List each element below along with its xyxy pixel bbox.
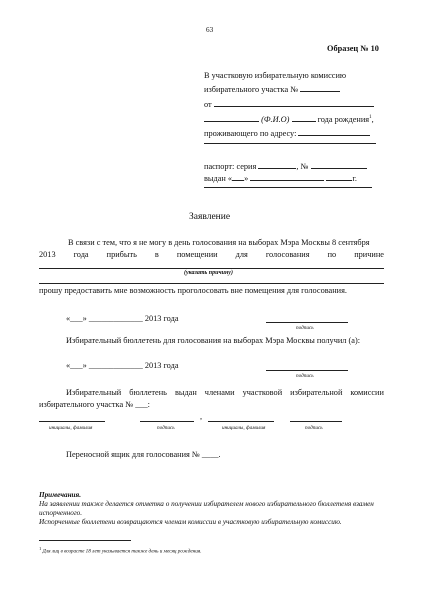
- issued-day-blank: [232, 172, 244, 181]
- para1-word: года: [73, 250, 89, 259]
- portable-box: Переносной ящик для голосования № ____.: [66, 450, 221, 459]
- para1-word: 2013: [39, 250, 56, 259]
- passport-row: [204, 160, 367, 172]
- sample-title: Образец № 10: [327, 44, 379, 53]
- footnote: [39, 546, 202, 555]
- address-line-2: [204, 143, 376, 144]
- reason-hint: (указать причину): [184, 270, 233, 276]
- passport-series-label: паспорт: серия: [204, 162, 257, 171]
- note-line-2: испорченного.: [39, 509, 83, 517]
- member1-name-hint: инициалы, фамилия: [49, 425, 93, 431]
- request-line: прошу предоставить мне возможность проголосовать вне помещения для голосования.: [39, 286, 347, 295]
- member1-sign-hint: подпись: [157, 425, 175, 431]
- issued-prefix: выдан «: [204, 174, 233, 183]
- precinct-label: избирательного участка №: [204, 85, 299, 94]
- footnote-separator: [39, 540, 131, 541]
- member-comma: ,: [200, 412, 203, 421]
- address-label: проживающего по адресу:: [204, 129, 297, 138]
- signature-line-1: [266, 322, 348, 323]
- para1-word: для: [235, 250, 248, 259]
- precinct-number-blank: [300, 83, 340, 92]
- reason-line: [39, 268, 384, 269]
- para1-word: голосования: [265, 250, 310, 259]
- note-title: Примечания.: [39, 491, 82, 499]
- member2-name-hint: инициалы, фамилия: [222, 425, 266, 431]
- issued-word: комиссии: [350, 388, 384, 397]
- issued-month-blank: [250, 172, 324, 181]
- date-1: «___» _____________ 2013 года: [66, 314, 179, 323]
- signature-hint-1: подпись: [296, 325, 314, 331]
- issued-word: бюллетень: [129, 388, 167, 397]
- footnote-mark: 1: [39, 546, 42, 551]
- para1-word: причине: [354, 250, 384, 259]
- para1-line2: [39, 250, 384, 260]
- note-line-1: На заявлении также делается отметка о получении избирателем нового избирательного бюллетеня взамен: [39, 500, 374, 508]
- member2-sign-hint: подпись: [305, 425, 323, 431]
- date-2: «___» _____________ 2013 года: [66, 361, 179, 370]
- fio-blank: [204, 113, 259, 122]
- page-number: 63: [206, 26, 214, 34]
- birth-year-blank: [292, 113, 316, 122]
- para1-word: помещении: [176, 250, 218, 259]
- member1-name-line: [39, 421, 105, 422]
- birth-label: года рождения: [317, 115, 370, 124]
- from-blank: [214, 98, 374, 107]
- issued-year-suffix: г.: [352, 174, 357, 183]
- statement-title: Заявление: [189, 212, 231, 222]
- fio-label: (Ф.И.О): [261, 115, 290, 124]
- para1-word: прибыть: [106, 250, 137, 259]
- issued-word: членами: [204, 388, 235, 397]
- birth-comma: ,: [371, 115, 374, 124]
- member1-sign-line: [140, 421, 194, 422]
- para1-word: в: [154, 250, 159, 259]
- para1-word: по: [327, 250, 337, 259]
- note-line-3: Испорченные бюллетени возвращаются членам комиссии в участковую избирательную комиссию.: [39, 518, 342, 526]
- footnote-ref: 1: [369, 115, 372, 121]
- member2-name-line: [208, 421, 274, 422]
- issued-year-blank: [326, 172, 352, 181]
- fio-row: [204, 113, 374, 125]
- para1-line1: В связи с тем, что я не могу в день голосования на выборах Мэра Москвы 8 сентября: [68, 238, 370, 247]
- issued-mid: »: [244, 174, 249, 183]
- ballot-received: Избирательный бюллетень для голосования на выборах Мэра Москвы получил (а):: [66, 336, 361, 345]
- passport-series-blank: [258, 160, 296, 169]
- address-blank: [298, 127, 370, 136]
- passport-number-blank: [311, 160, 367, 169]
- member2-sign-line: [290, 421, 342, 422]
- address-row: [204, 127, 370, 139]
- issued-word: Избирательный: [66, 388, 122, 397]
- from-label: от: [204, 100, 212, 109]
- from-row: [204, 98, 374, 110]
- issued-word: избирательной: [290, 388, 343, 397]
- issued-word: участковой: [242, 388, 283, 397]
- addressee-precinct: [204, 83, 340, 95]
- issued-row: [204, 172, 357, 184]
- issued-line-2: [204, 187, 372, 188]
- signature-line-2: [266, 370, 348, 371]
- addressee-commission: В участковую избирательную комиссию: [204, 71, 347, 80]
- signature-hint-2: подпись: [296, 373, 314, 379]
- issued-word: выдан: [174, 388, 197, 397]
- issued-line2: избирательного участка № ___:: [39, 400, 150, 409]
- passport-number-label: , №: [296, 162, 309, 171]
- reason-line-2: [39, 283, 384, 284]
- footnote-text: Для лиц в возрасте 18 лет указывается также день и месяц рождения.: [42, 548, 202, 555]
- issued-line1: [66, 388, 384, 398]
